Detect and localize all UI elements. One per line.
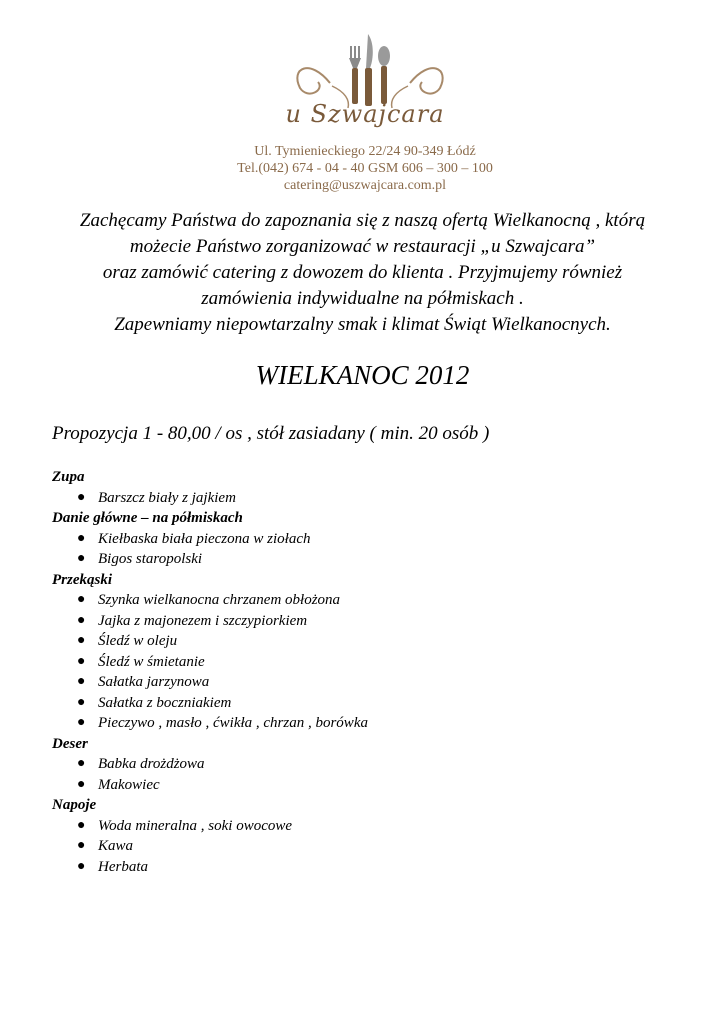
list-item — [52, 672, 652, 693]
section-heading-przekaski: Przekąski — [52, 571, 112, 588]
item-label: Pieczywo , masło , ćwikła , chrzan , borówka — [98, 715, 368, 731]
list-item — [52, 611, 652, 632]
proposal-line: Propozycja 1 - 80,00 / os , stół zasiadany ( min. 20 osób ) — [52, 423, 490, 444]
section-heading-deser: Deser — [52, 735, 88, 752]
list-item — [52, 652, 652, 673]
item-label: Kawa — [98, 838, 134, 854]
item-label: Woda mineralna , soki owocowe — [98, 817, 293, 834]
intro-line: oraz zamówić catering z dowozem do klienta . Przyjmujemy również — [102, 262, 623, 283]
intro-line: Zachęcamy Państwa do zapoznania się z naszą ofertą Wielkanocną , którą — [79, 210, 646, 231]
intro-line: zamówienia indywidualne na półmiskach . — [201, 288, 524, 309]
bullet-icon: ● — [77, 838, 86, 853]
email-line: catering@uszwajcara.com.pl — [283, 178, 447, 193]
bullet-icon: ● — [77, 551, 86, 566]
list-item — [52, 754, 652, 775]
section-heading-zupa: Zupa — [52, 469, 85, 485]
list-item — [52, 590, 652, 611]
list-item — [52, 775, 652, 796]
list-item — [52, 836, 652, 857]
item-label: Bigos staropolski — [98, 551, 203, 567]
intro-line: Zapewniamy niepowtarzalny smak i klimat Świąt Wielkanocnych. — [114, 314, 611, 335]
list-item — [52, 693, 652, 714]
bullet-icon: ● — [77, 858, 86, 874]
bullet-icon: ● — [77, 756, 86, 771]
address-line: Ul. Tymienieckiego 22/24 90-349 Łódź — [254, 144, 476, 159]
list-item — [52, 816, 652, 837]
item-label: Sałatka z boczniakiem — [98, 694, 232, 711]
item-label: Śledź w oleju — [98, 633, 178, 649]
item-label: Szynka wielkanocna chrzanem obłożona — [98, 592, 341, 608]
bullet-icon: ● — [77, 694, 86, 710]
intro-paragraph — [30, 208, 695, 338]
intro-line: możecie Państwo zorganizować w restauracji „u Szwajcara” — [129, 236, 596, 257]
list-item — [52, 549, 652, 570]
phone-line: Tel.(042) 674 - 04 - 40 GSM 606 – 300 – 100 — [237, 161, 493, 176]
bullet-icon: ● — [77, 633, 86, 648]
brand-name: u Szwajcara — [285, 100, 445, 128]
menu-list — [52, 467, 652, 877]
item-label: Herbata — [98, 858, 148, 875]
bullet-icon: ● — [77, 592, 86, 607]
list-item — [52, 529, 652, 550]
item-label: Barszcz biały z jajkiem — [98, 489, 236, 506]
section-heading-napoje: Napoje — [52, 797, 97, 813]
page-title: WIELKANOC 2012 — [255, 360, 470, 390]
item-label: Babka drożdżowa — [98, 756, 205, 772]
bullet-icon: ● — [77, 817, 86, 833]
contact-block — [150, 143, 580, 194]
section-heading-danie-glowne: Danie główne – na półmiskach — [52, 510, 243, 526]
list-item — [52, 713, 652, 734]
list-item — [52, 857, 652, 878]
bullet-icon: ● — [77, 653, 86, 669]
item-label: Śledź w śmietanie — [98, 653, 205, 670]
item-label: Kiełbaska biała pieczona w ziołach — [98, 530, 311, 547]
bullet-icon: ● — [77, 776, 86, 792]
bullet-icon: ● — [77, 530, 86, 546]
list-item — [52, 488, 652, 509]
item-label: Jajka z majonezem i szczypiorkiem — [98, 612, 308, 629]
list-item — [52, 631, 652, 652]
item-label: Sałatka jarzynowa — [98, 674, 210, 690]
bullet-icon: ● — [77, 612, 86, 628]
bullet-icon: ● — [77, 674, 86, 689]
bullet-icon: ● — [77, 715, 86, 730]
item-label: Makowiec — [98, 776, 160, 793]
bullet-icon: ● — [77, 489, 86, 505]
